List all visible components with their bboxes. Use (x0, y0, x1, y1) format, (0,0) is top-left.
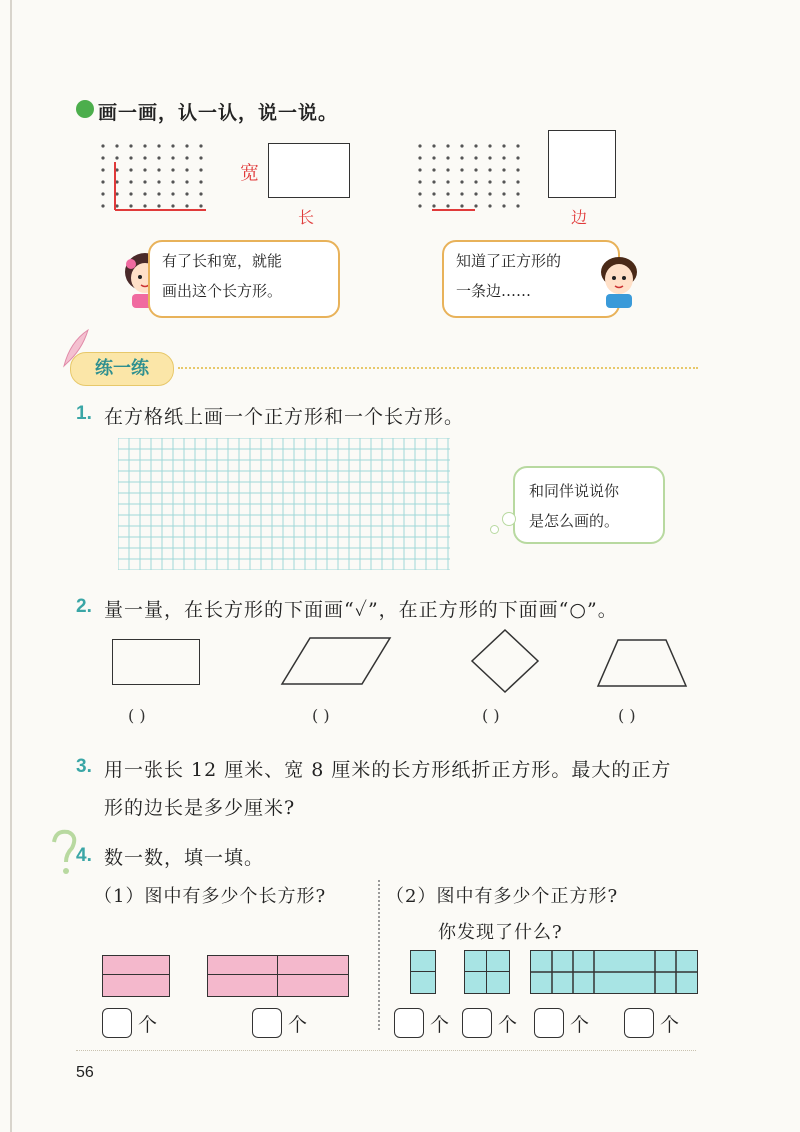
grid-dot (101, 168, 104, 171)
grid-dot (418, 156, 421, 159)
grid-dot (157, 180, 160, 183)
grid-dot (101, 156, 104, 159)
grid-dot (185, 168, 188, 171)
grid-dot (185, 192, 188, 195)
grid-dot (129, 192, 132, 195)
grid-dot (432, 180, 435, 183)
footer-dotted-line (76, 1050, 696, 1051)
grid-dot (502, 180, 505, 183)
grid-dot (185, 204, 188, 207)
q4-number: 4. (76, 845, 92, 866)
grid-dot (199, 168, 202, 171)
q1-text: 在方格纸上画一个正方形和一个长方形。 (104, 406, 465, 428)
grid-dot (474, 204, 477, 207)
graph-paper-svg (118, 438, 450, 570)
q4-unit-6: 个 (660, 1014, 680, 1036)
cyan-grid-b-hdivider (465, 971, 509, 972)
q2-trapezoid (596, 638, 688, 688)
boy-speech-line-1: 知道了正方形的 (456, 252, 562, 270)
boy-avatar-svg (596, 252, 642, 308)
grid-dot (446, 192, 449, 195)
grid-dot (157, 204, 160, 207)
grid-dot (171, 204, 174, 207)
grid-dot (129, 168, 132, 171)
cyan-grid-c (530, 950, 698, 994)
grid-dot (432, 156, 435, 159)
tip-line-2: 是怎么画的。 (529, 512, 620, 530)
q2-answer-2[interactable]: ( ) (312, 706, 330, 725)
grid-dot (143, 192, 146, 195)
grid-dot (446, 168, 449, 171)
grid-dot (432, 144, 435, 147)
square-shape (548, 130, 616, 198)
cyan-grid-b (464, 950, 510, 994)
grid-dot (171, 192, 174, 195)
grid-dot (446, 144, 449, 147)
q2-answer-4[interactable]: ( ) (618, 706, 636, 725)
grid-dot (474, 156, 477, 159)
q4-answer-box-5[interactable] (534, 1008, 564, 1038)
grid-dot (143, 144, 146, 147)
grid-dot (516, 180, 519, 183)
page-number: 56 (76, 1064, 94, 1081)
grid-dot (502, 192, 505, 195)
boy-speech-bubble (442, 240, 620, 318)
grid-dot (446, 180, 449, 183)
grid-dot (460, 192, 463, 195)
q1-number: 1. (76, 403, 92, 424)
grid-dot (143, 168, 146, 171)
grid-dot (199, 156, 202, 159)
width-label: 宽 (240, 162, 260, 184)
intro-heading: 画一画，认一认，说一说。 (98, 102, 339, 124)
q4-answer-box-4[interactable] (462, 1008, 492, 1038)
q4-part1-text: （1）图中有多少个长方形? (94, 886, 327, 907)
grid-dot (171, 180, 174, 183)
q2-diamond (470, 628, 540, 694)
cyan-grid-c-lines (531, 951, 697, 993)
girl-speech-bubble (148, 240, 340, 318)
girl-speech-line-2: 画出这个长方形。 (162, 282, 283, 300)
practice-banner (70, 352, 174, 386)
length-label: 长 (298, 208, 315, 227)
grid-dot (516, 192, 519, 195)
grid-dot (143, 204, 146, 207)
grid-dot (474, 144, 477, 147)
grid-dot (502, 156, 505, 159)
grid-dot (157, 192, 160, 195)
tip-bubble-dot-2 (490, 525, 499, 534)
q4-unit-4: 个 (498, 1014, 518, 1036)
q3-line-1: 用一张长 12 厘米、宽 8 厘米的长方形纸折正方形。最大的正方 (104, 759, 672, 781)
grid-dot (185, 156, 188, 159)
q2-answer-1[interactable]: ( ) (128, 706, 146, 725)
binding-margin-line (10, 0, 12, 1132)
grid-dot (516, 156, 519, 159)
grid-dot (157, 144, 160, 147)
pink-rect-b-vdivider (277, 956, 278, 996)
q4-unit-1: 个 (138, 1014, 158, 1036)
grid-dot (171, 156, 174, 159)
grid-dot (199, 192, 202, 195)
dot-grid-2-svg (415, 140, 535, 220)
grid-dot (418, 180, 421, 183)
grid-dot (418, 168, 421, 171)
q4-answer-box-1[interactable] (102, 1008, 132, 1038)
grid-dot (171, 144, 174, 147)
grid-dot (432, 168, 435, 171)
q4-part2-subtext: 你发现了什么? (438, 922, 563, 943)
grid-dot (516, 204, 519, 207)
grid-dot (502, 168, 505, 171)
grid-dot (115, 156, 118, 159)
grid-dot (460, 180, 463, 183)
boy-speech-line-2: 一条边…… (456, 282, 532, 300)
grid-dot (129, 156, 132, 159)
pink-rect-b-hdivider (208, 974, 348, 975)
tip-bubble-dot-1 (502, 512, 516, 526)
grid-dot (488, 192, 491, 195)
pink-rect-a (102, 955, 170, 997)
cyan-grid-a (410, 950, 436, 994)
q4-unit-3: 个 (430, 1014, 450, 1036)
grid-dot (502, 144, 505, 147)
practice-title: 练一练 (95, 358, 149, 379)
tip-line-1: 和同伴说说你 (529, 482, 620, 500)
grid-dot (101, 192, 104, 195)
q2-number: 2. (76, 596, 92, 617)
grid-dot (143, 156, 146, 159)
grid-dot (185, 144, 188, 147)
pink-rect-b (207, 955, 349, 997)
grid-dot (488, 156, 491, 159)
grid-dot (171, 168, 174, 171)
grid-dot (474, 192, 477, 195)
grid-dot (418, 192, 421, 195)
grid-dot (199, 204, 202, 207)
grid-dot (460, 156, 463, 159)
q4-divider (378, 880, 380, 1030)
pink-rect-a-divider (103, 974, 169, 975)
grid-dot (460, 168, 463, 171)
grid-dot (101, 144, 104, 147)
q2-rectangle (112, 639, 200, 685)
grid-dot (129, 204, 132, 207)
grid-dot (432, 192, 435, 195)
q2-text: 量一量，在长方形的下面画“✓”，在正方形的下面画“○”。 (104, 599, 618, 621)
grid-dot (488, 144, 491, 147)
grid-dot (129, 180, 132, 183)
rectangle-shape (268, 143, 350, 198)
tip-bubble (513, 466, 665, 544)
grid-dot (474, 168, 477, 171)
grid-dot (446, 204, 449, 207)
q4-answer-box-3[interactable] (394, 1008, 424, 1038)
girl-speech-line-1: 有了长和宽，就能 (162, 252, 283, 270)
grid-dot (488, 180, 491, 183)
grid-dot (185, 180, 188, 183)
side-label: 边 (571, 208, 588, 227)
dot-grid-square (415, 140, 535, 220)
q4-part2-text: （2）图中有多少个正方形? (386, 886, 619, 907)
grid-dot (460, 204, 463, 207)
q3-line-2: 形的边长是多少厘米? (104, 797, 296, 819)
cyan-grid-a-divider (411, 971, 435, 972)
cyan-grid-b-vdivider (486, 951, 487, 993)
dot-grid-rectangle (98, 140, 218, 220)
green-bullet-icon (76, 100, 94, 118)
banner-dotted-line (178, 367, 698, 369)
grid-dot (418, 204, 421, 207)
grid-dot (157, 168, 160, 171)
grid-dot (432, 204, 435, 207)
grid-dot (115, 144, 118, 147)
grid-dot (199, 180, 202, 183)
q4-answer-box-6[interactable] (624, 1008, 654, 1038)
q4-unit-2: 个 (288, 1014, 308, 1036)
grid-dot (502, 204, 505, 207)
q4-text: 数一数，填一填。 (104, 847, 265, 869)
grid-dot (460, 144, 463, 147)
q4-unit-5: 个 (570, 1014, 590, 1036)
grid-dot (488, 168, 491, 171)
grid-dot (129, 144, 132, 147)
q3-number: 3. (76, 756, 92, 777)
grid-dot (199, 144, 202, 147)
grid-dot (101, 180, 104, 183)
grid-dot (516, 144, 519, 147)
grid-dot (474, 180, 477, 183)
grid-dot (446, 156, 449, 159)
grid-dot (157, 156, 160, 159)
q4-answer-box-2[interactable] (252, 1008, 282, 1038)
grid-dot (488, 204, 491, 207)
dot-grid-1-svg (98, 140, 218, 220)
graph-paper (118, 438, 450, 570)
q2-answer-3[interactable]: ( ) (482, 706, 500, 725)
grid-dot (516, 168, 519, 171)
grid-dot (101, 204, 104, 207)
boy-avatar (596, 252, 642, 308)
q2-parallelogram (280, 636, 392, 686)
grid-dot (418, 144, 421, 147)
grid-dot (143, 180, 146, 183)
